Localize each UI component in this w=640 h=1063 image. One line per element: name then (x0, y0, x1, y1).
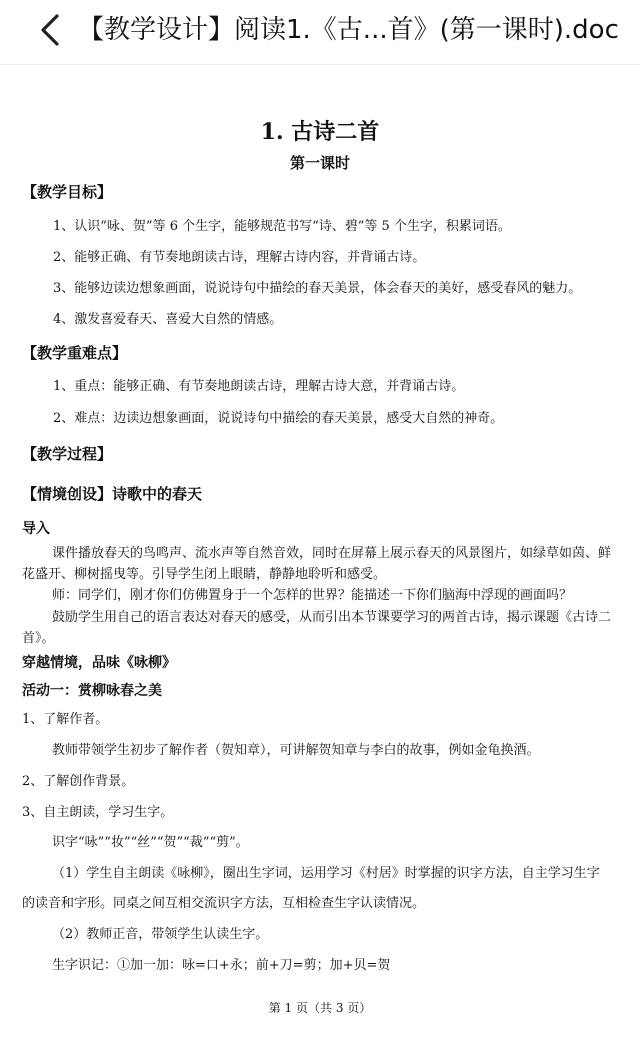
intro-heading: 导入 (22, 521, 50, 537)
goal-item: 3、能够边读边想象画面，说说诗句中描绘的春天美景，体会春天的美好，感受春风的魅力。 (53, 281, 582, 296)
intro-line: 首》。 (22, 631, 55, 646)
section-heading: 穿越情境，品味《咏柳》 (22, 655, 176, 671)
reading-step: （2）教师正音，带领学生认读生字。 (52, 927, 269, 942)
reading-step: 的读音和字形。同桌之间互相交流识字方法，互相检查生字认读情况。 (22, 896, 426, 911)
scene-heading: 【情境创设】诗歌中的春天 (22, 485, 203, 503)
process-heading: 【教学过程】 (22, 445, 113, 463)
reading-step: （1）学生自主朗读《咏柳》，圈出生字词，运用学习《村居》时掌握的识字方法，自主学习生字 (52, 866, 600, 881)
step-item: 2、了解创作背景。 (22, 774, 135, 789)
chars-line: 识字“咏”“妆”“丝”“贺”“裁”“剪”。 (52, 835, 249, 850)
app-toolbar (0, 0, 640, 65)
step-item: 3、自主朗读，学习生字。 (22, 805, 174, 820)
step-text: 教师带领学生初步了解作者（贺知章），可讲解贺知章与李白的故事，例如金龟换酒。 (52, 743, 540, 758)
intro-line: 鼓励学生用自己的语言表达对春天的感受，从而引出本节课要学习的两首古诗，揭示课题《古诗二 (52, 610, 612, 625)
step-item: 1、了解作者。 (22, 712, 109, 727)
doc-subtitle: 第一课时 (289, 154, 350, 172)
activity-heading: 活动一：赏柳咏春之美 (22, 683, 162, 699)
key-point-item: 1、重点：能够正确、有节奏地朗读古诗，理解古诗大意，并背诵古诗。 (53, 379, 465, 394)
intro-line: 花盛开、柳树摇曳等。引导学生闭上眼睛，静静地聆听和感受。 (22, 567, 387, 582)
page-footer: 第 1 页（共 3 页） (268, 1001, 372, 1015)
back-button[interactable] (30, 10, 70, 50)
chevron-left-icon (38, 13, 62, 47)
goal-item: 4、激发喜爱春天、喜爱大自然的情感。 (53, 312, 283, 327)
document-page[interactable] (0, 65, 640, 1063)
goal-item: 1、认识“咏、贺”等 6 个生字，能够规范书写“诗、碧”等 5 个生字，积累词语。 (53, 219, 511, 234)
intro-line: 师：同学们，刚才你们仿佛置身于一个怎样的世界？能描述一下你们脑海中浮现的画面吗？ (52, 588, 573, 603)
goals-heading: 【教学目标】 (22, 183, 113, 201)
doc-title: 1. 古诗二首 (260, 119, 380, 145)
intro-line: 课件播放春天的鸟鸣声、流水声等自然音效，同时在屏幕上展示春天的风景图片，如绿草如茵、鲜 (52, 546, 612, 561)
goal-item: 2、能够正确、有节奏地朗读古诗，理解古诗内容，并背诵古诗。 (53, 250, 426, 265)
memory-line: 生字识记：①加一加：咏=口+永；前+刀=剪；加+贝=贺 (52, 958, 391, 973)
key-point-item: 2、难点：边读边想象画面，说说诗句中描绘的春天美景，感受大自然的神奇。 (53, 411, 504, 426)
document-title: 【教学设计】阅读1.《古...首》(第一课时).doc (78, 15, 619, 45)
key-points-heading: 【教学重难点】 (22, 344, 128, 362)
